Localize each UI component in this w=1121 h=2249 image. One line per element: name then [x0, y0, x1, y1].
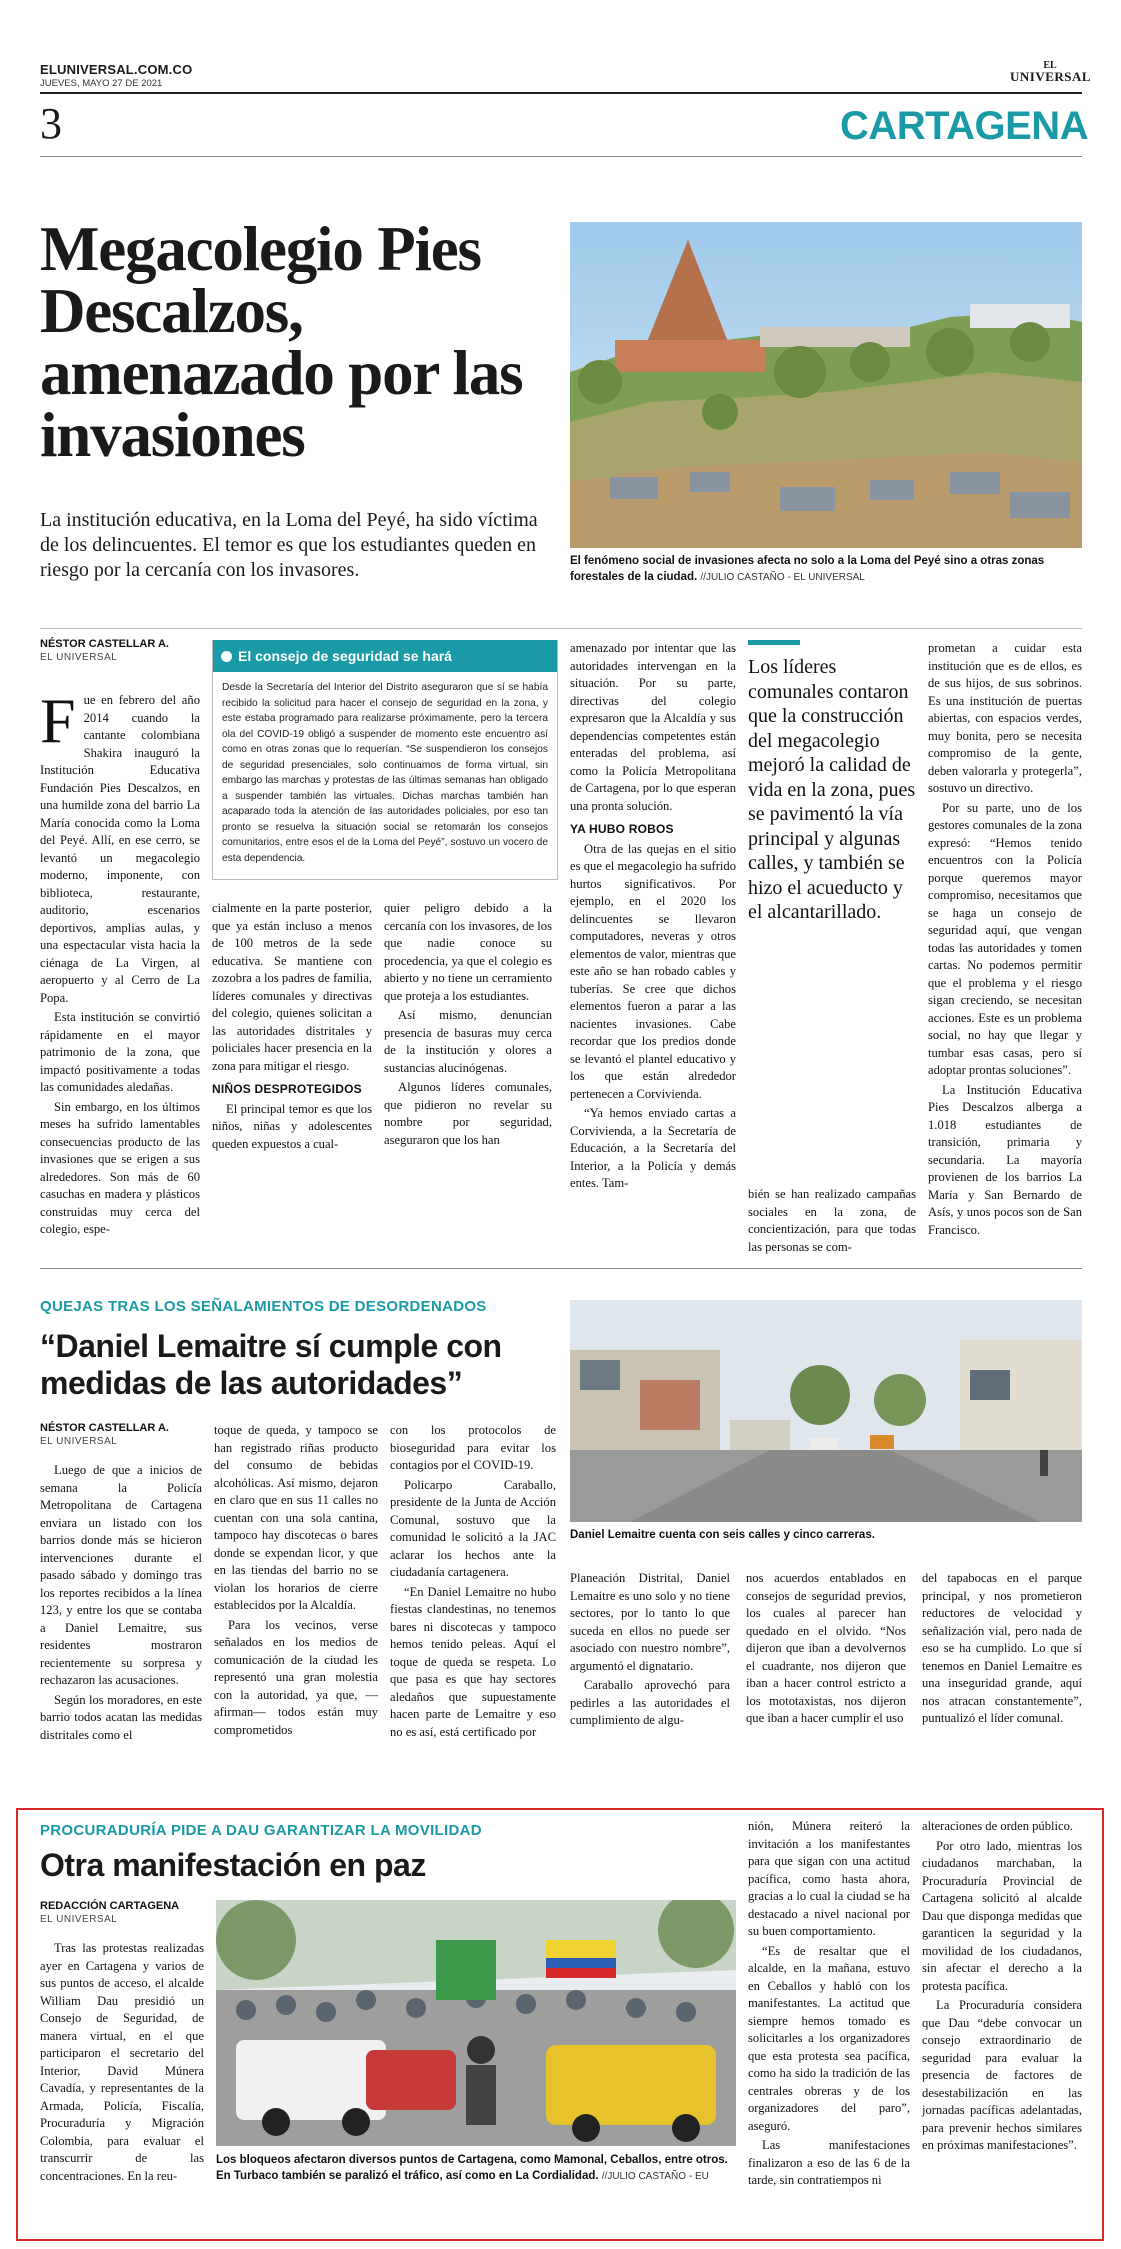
- story1-col2b-p0: El principal temor es que los niños, niñas y adolescentes queden expuestos a cual-: [212, 1101, 372, 1151]
- story2-col4-p0: Planeación Distrital, Daniel Lemaitre es uno solo y no tiene sectores, por lo tanto lo que suceda en ellos no puede ser asociado con nuestro nombre”, argumentó el dignatario.: [570, 1571, 730, 1673]
- story3-col4-p2: Las manifestaciones finalizaron a eso de las 6 de la tarde, sin contratiempos ni: [748, 2138, 910, 2187]
- logo-line1: EL: [1043, 60, 1057, 71]
- story1-byline-org: EL UNIVERSAL: [40, 652, 118, 663]
- bullet-icon: [221, 651, 232, 662]
- story1-col4: [570, 640, 736, 1195]
- story1-byline-name: NÉSTOR CASTELLAR A.: [40, 638, 169, 650]
- story1-deck: La institución educativa, en la Loma del Peyé, ha sido víctima de los delincuentes. El temor es que los estudiantes queden en riesgo por la cercanía con los invasores.: [40, 509, 538, 581]
- story2-col5-p0: nos acuerdos entablados en consejos de seguridad previos, los cuales al parecer han quedado en el olvido. “Nos dijeron que iban a devolvernos el cuadrante, nos dijeron que iban a hacer control estricto a los mototaxistas, nos dijeron que iban a hacer cumplir el uso: [746, 1571, 906, 1725]
- story3-col5-p2: La Procuraduría considera que Dau “debe convocar un consejo extraordinario de seguridad para evaluar la presencia de factores de desestabilización en las jornadas pacíficas adelantadas, para prevenir hechos similares en próximas manifestaciones”.: [922, 1998, 1082, 2152]
- section-name: CARTAGENA: [840, 104, 1089, 148]
- story3-byline-name: REDACCIÓN CARTAGENA: [40, 1900, 180, 1912]
- story2-col3-p2: “En Daniel Lemaitre no hubo fiestas clandestinas, no tenemos bares ni discotecas y tampoco hemos tenido peleas. Aquí el toque de queda se respeta. Lo que pasa es que hay sectores aledaños que supuestamente hacen parte de Lemaitre y eso no es así, está certificado por: [390, 1584, 556, 1739]
- story2-col2: [214, 1422, 378, 1741]
- story1-col5-tail-p: bién se han realizado campañas sociales en la zona, de concientización, para que todas las personas se com-: [748, 1187, 916, 1254]
- story2-col6: [922, 1570, 1082, 1730]
- story2-byline-org: EL UNIVERSAL: [40, 1436, 118, 1447]
- story1-caption-text: El fenómeno social de invasiones afecta no solo a la Loma del Peyé sino a otras zonas forestales de la ciudad.: [570, 555, 1045, 583]
- street-image: [570, 1300, 1082, 1522]
- story2-col4: [570, 1570, 730, 1732]
- story2-col1-p1: Según los moradores, en este barrio todos acatan las medidas distritales como el: [40, 1692, 202, 1742]
- story3-photo: [216, 1900, 736, 2146]
- story3-col5: [922, 1818, 1082, 2157]
- story1-col3: [384, 900, 552, 1151]
- story2-col3-p0: con los protocolos de bioseguridad para evitar los contagios por el COVID-19.: [390, 1423, 556, 1472]
- security-council-box-text: Desde la Secretaría del Interior del Distrito aseguraron que sí se había recibido la solicitud para hacer el consejo de seguridad en la zona, y este estaba programado para realizarse próximamente, pero la tercera ola del COVID-19 obligó a suspender de momento este encuentro así como en otras zonas que lo requerían. “Se suspendieron los consejos de seguridad presenciales, solo continuamos de forma virtual, sin embargo las marchas y protestas de las últimas semanas han obligado a suspender también las virtuales. Dichas marchas también han acaparado toda la atención de las autoridades policiales, por eso tan pronto se resuelva la situación social se retomarán los consejos comunitarios, entre esos el de la Loma del Peyé”, sostuvo un vocero de esta dependencia.: [222, 682, 548, 864]
- story2-headline: “Daniel Lemaitre sí cumple con medidas de las autoridades”: [40, 1328, 502, 1401]
- page-number: 3: [40, 99, 62, 148]
- issue-date: JUEVES, MAYO 27 DE 2021: [40, 78, 163, 89]
- story1-col6-p0: prometan a cuidar esta institución que es de ellos, es de sus hijos, de sus sobrinos. Es una institución de puertas abiertas, con espacios verdes, muy bonita, pero se necesita compromiso de la gente, deben valorarla y protegerla”, sostuvo un directivo.: [928, 641, 1082, 795]
- security-council-box-header: [213, 640, 557, 672]
- story1-caption: [570, 553, 1082, 586]
- story2-caption: Daniel Lemaitre cuenta con seis calles y cinco carreras.: [570, 1529, 875, 1541]
- story2-col1: [40, 1462, 202, 1746]
- security-council-box-title: El consejo de seguridad se hará: [238, 648, 452, 664]
- story1-col1-p0: ue en febrero del año 2014 cuando la cantante colombiana Shakira inauguró la Institución Educativa Fundación Pies Descalzos, en una humilde zona del barrio La María conocida como la Loma del Peyé. Allí, en ese cerro, se levantó un megacolegio moderno, imponente, con biblioteca, restaurante, auditorio, escenarios deportivos, amplias aulas, y una espectacular vista hacia la ciénaga de La Virgen, al aeropuerto y al Cerro de La Popa.: [40, 693, 200, 1005]
- story1-top-rule: [40, 628, 1082, 629]
- story1-dropcap: F: [40, 685, 76, 756]
- story1-col1-para: [40, 685, 200, 1007]
- story2-col2-p0: toque de queda, y tampoco se han registrado riñas producto del consumo de bebidas alcohólicas. Así mismo, dejaron en claro que en sus 11 calles no cuentan con una sola cantina, tampoco hay discotecas o bares donde se expendan licor, y que en las tiendas del barrio no se violan los horarios de cierre establecidos por la Alcaldía.: [214, 1423, 378, 1612]
- story1-col5-tail: [748, 1186, 916, 1258]
- site-name: ELUNIVERSAL.COM.CO: [40, 62, 193, 77]
- story2-col4-p1: Caraballo aprovechó para pedirles a las autoridades el cumplimiento de algu-: [570, 1678, 730, 1727]
- story1-col1-p2: Sin embargo, en los últimos meses ha sufrido lamentables consecuencias producto de las invasiones que se erigen a sus alrededores. Son más de 60 casuchas en madera y plásticos construidas muy cerca del colegio, espe-: [40, 1099, 200, 1236]
- story3-col4-p0: nión, Múnera reiteró la invitación a los manifestantes para que sigan con una actitud pacífica, como hasta ahora, gracias a lo cual la ciudad se ha destacado a nivel nacional por su buen comportamiento.: [748, 1819, 910, 1938]
- protest-image: [216, 1900, 736, 2146]
- story1-col1-p1: Esta institución se convirtió rápidamente en el mayor patrimonio de la zona, que impactó positivamente a todas las comunidades aledañas.: [40, 1010, 200, 1094]
- story1-col4b-p0: Otra de las quejas en el sitio es que el megacolegio ha sufrido hurtos significativos. Por ejemplo, en el 2020 los delincuentes se llevaron computadores, neveras y otros elementos de valor, mientras que este año se han robado cables y tuberías. Se cree que dichos elementos fueron a parar a las nacientes invasiones. Cabe recordar que los predios donde se levantó el plantel educativo y los que están alrededor pertenecen a Corvivienda.: [570, 841, 736, 1101]
- story1-col1: [40, 685, 200, 1241]
- colegio-hill-image: [570, 222, 1082, 548]
- story3-headline: Otra manifestación en paz: [40, 1847, 426, 1883]
- story3-col4: [748, 1818, 910, 2192]
- story3-caption-text: Los bloqueos afectaron diversos puntos de Cartagena, como Mamonal, Ceballos, entre otros. En Turbaco también se paralizó el tráfico, así como en La Cordialidad.: [216, 2154, 728, 2182]
- story3-byline-org: EL UNIVERSAL: [40, 1914, 118, 1925]
- story1-col6-p1: Por su parte, uno de los gestores comunales de la zona expresó: “Hemos tenido encuentros con la Policía porque queremos mayor compromiso, necesitamos que se haga un consejo de seguridad aquí, que vengan todas las autoridades y tomen cartas. No podemos permitir que el problema y el riesgo sigan creciendo, se necesitan acciones. Este es un problema social, no hay que llegar y tumbar esas casas, pero sí adoptar prontas soluciones”.: [928, 800, 1082, 1077]
- story1-col3-p1: Así mismo, denuncian presencia de basuras muy cerca de la institución y olores a sustancias alucinógenas.: [384, 1008, 552, 1075]
- logo-line2: UNIVERSAL: [1010, 69, 1092, 84]
- story1-subhead-robos: YA HUBO ROBOS: [570, 822, 674, 836]
- story3-col1-p0: Tras las protestas realizadas ayer en Cartagena y varios de sus puntos de acceso, el alcalde William Dau presidió un Consejo de Seguridad, de manera virtual, en el que participaron el secretario del Interior, David Múnera Cavadía, y representantes de la Armada, Policía, Fiscalía, Procuraduría y Migración Colombia, para evaluar el transcurrir de las concentraciones. En la reu-: [40, 1941, 204, 2183]
- story3-col5-p0: alteraciones de orden público.: [922, 1819, 1074, 1833]
- story1-col6: [928, 640, 1082, 1241]
- story3-col4-p1: “Es de resaltar que el alcalde, en la mañana, estuvo en Ceballos y habló con los manifestantes. La actitud que siempre hemos tomado es solicitarles a los organizadores que esta protesta sea pacífica, como ha sido la tradición de las centrales obreras y de los organizadores del paro”, aseguró.: [748, 1943, 910, 2133]
- story2-kicker: QUEJAS TRAS LOS SEÑALAMIENTOS DE DESORDENADOS: [40, 1298, 487, 1315]
- story2-byline-name: NÉSTOR CASTELLAR A.: [40, 1422, 169, 1434]
- story3-kicker: PROCURADURÍA PIDE A DAU GARANTIZAR LA MOVILIDAD: [40, 1822, 482, 1839]
- story2-col3: [390, 1422, 556, 1743]
- story1-col2-p0: cialmente en la parte posterior, que ya están incluso a menos de 100 metros de la sede educativa. Se mantiene con zozobra a los padres de familia, líderes comunales y directivas del colegio, quienes solicitan a las autoridades distritales y policiales hacer presencia en la zona para mitigar el riesgo.: [212, 901, 372, 1073]
- story3-credit: //JULIO CASTAÑO - EU: [601, 2171, 709, 2182]
- story1-subhead-ninos: NIÑOS DESPROTEGIDOS: [212, 1082, 362, 1096]
- security-council-box: [212, 640, 558, 880]
- story1-col4-p0: amenazado por intentar que las autoridades intervengan en la situación. Por su parte, directivas del colegio expresaron que la Alcaldía y sus dependencias competentes están enteradas del problema, así como la Policía Metropolitana de Cartagena, por lo que esperan una pronta solución.: [570, 641, 736, 813]
- story1-col6-p2: La Institución Educativa Pies Descalzos alberga a 1.018 estudiantes de transición, primaria y secundaria. La mayoría provienen de los barrios La María y San Bernardo de Asís, y unos pocos son de San Francisco.: [928, 1082, 1082, 1237]
- logo: [1010, 60, 1090, 82]
- story2-col5: [746, 1570, 906, 1730]
- story1-col4b-p1: “Ya hemos enviado cartas a Corvivienda, a la Secretaría de Educación, a la Secretaría del Interior, a la Policía y demás entes. Tam-: [570, 1106, 736, 1190]
- story3-caption: [216, 2152, 736, 2185]
- story1-headline: Megacolegio Pies Descalzos, amenazado por las invasiones: [40, 214, 523, 470]
- story1-bottom-rule: [40, 1268, 1082, 1269]
- story3-col5-p1: Por otro lado, mientras los ciudadanos marchaban, la Procuraduría Provincial de Cartagena solicitó al alcalde Dau que disponga medidas que garanticen la seguridad y la movilidad de los ciudadanos, sin afectar el derecho a la protesta pacífica.: [922, 1838, 1082, 1993]
- masthead-rule: [40, 92, 1082, 94]
- story1-col3-p2: Algunos líderes comunales, que pidieron no revelar su nombre por seguridad, aseguraron que los han: [384, 1080, 552, 1147]
- story1-photo: [570, 222, 1082, 548]
- pullquote-accent: [748, 640, 800, 645]
- section-rule: [40, 156, 1082, 157]
- story1-pullquote: Los líderes comunales contaron que la construcción del megacolegio mejoró la calidad de vida en la zona, pues se pavimentó la vía principal y algunas calles, y también se hizo el acueducto y el alcantarillado.: [748, 656, 916, 923]
- story1-col3-p0: quier peligro debido a la cercanía con los invasores, de los que nadie conoce su procedencia, ya que el colegio es abierto y no tiene un cerramiento que proteja a los estudiantes.: [384, 901, 552, 1003]
- story2-col6-p0: del tapabocas en el parque principal, y nos prometieron reductores de velocidad y señalización vial, pero nada de eso se ha cumplido. Lo que sí tenemos en Daniel Lemaitre es una inseguridad grande, aquí nos atracan constantemente”, puntualizó el líder comunal.: [922, 1571, 1082, 1725]
- story1-credit: //JULIO CASTAÑO - EL UNIVERSAL: [700, 572, 865, 583]
- story2-col2-p1: Para los vecinos, verse señalados en los medios de comunicación de la ciudad les representó una gran molestia con la autoridad, ya que, —afirman— todos están muy comprometidos: [214, 1617, 378, 1737]
- story2-col3-p1: Policarpo Caraballo, presidente de la Junta de Acción Comunal, sostuvo que la comunidad le solicitó a la JAC aclarar los hechos ante la ciudadanía cartagenera.: [390, 1477, 556, 1579]
- story2-photo: [570, 1300, 1082, 1522]
- story1-col2: [212, 900, 372, 1155]
- story3-col1: [40, 1940, 204, 2187]
- story2-col1-p0: Luego de que a inicios de semana la Policía Metropolitana de Cartagena enviara un listado con los barrios donde más se hicieron intervenciones durante el pasado sábado y domingo tras los reportes recibidos a la línea 123, y entre los que se contaba a Daniel Lemaitre, sus residentes mostraron recientemente su sorpresa y rechazaron las acusaciones.: [40, 1463, 202, 1687]
